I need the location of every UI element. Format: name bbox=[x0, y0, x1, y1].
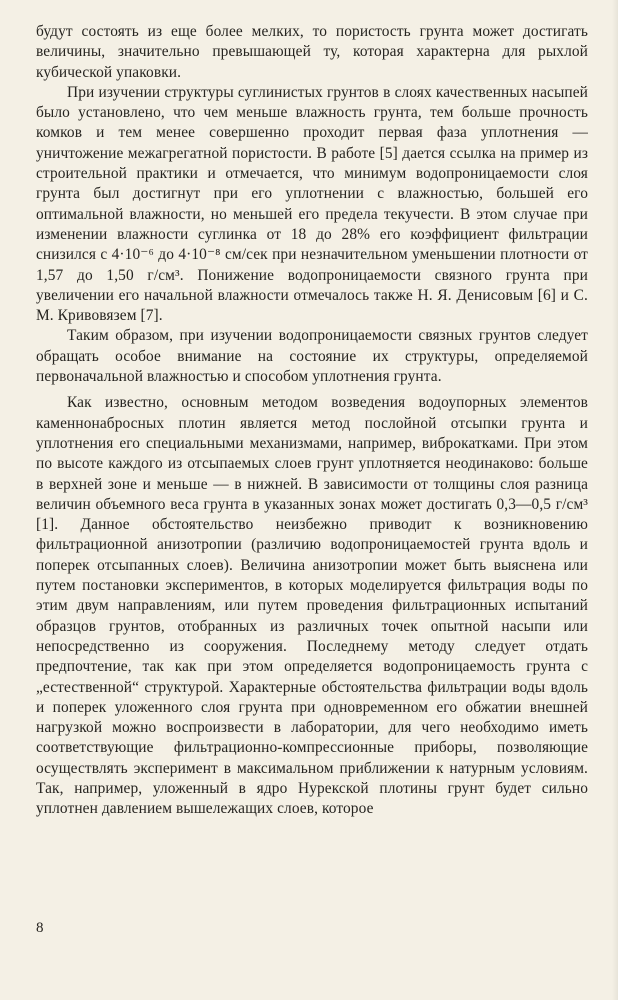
paragraph-structure-study: При изучении структуры суглинистых грунтов в слоях качественных насыпей было установлено, что чем меньше влажность грунта, тем больше прочность комков и тем менее совершенно проходит первая фаза уплотнения — уничтожение межагрегатной пористости. В работе [5] дается ссылка на пример из строительной практики и отмечается, что минимум водопроницаемости слоя грунта был достигнут при его уплотнении с влажностью, большей его оптимальной влажности, но меньшей его предела текучести. В этом случае при изменении влажности суглинка от 18 до 28% его коэффициент фильтрации снизился с 4·10⁻⁶ до 4·10⁻⁸ см/сек при незначительном уменьшении плотности от 1,57 до 1,50 г/см³. Понижение водопроницаемости связного грунта при увеличении его начальной влажности отмечалось также Н. Я. Денисовым [6] и С. М. Кривовязем [7]. bbox=[36, 83, 588, 325]
paragraph-continuation: будут состоять из еще более мелких, то пористость грунта может достигать величины, значительно превышающей ту, которая характерна для рыхлой кубической упаковки. bbox=[36, 23, 588, 81]
page-number: 8 bbox=[36, 920, 44, 936]
page-edge-shadow bbox=[612, 0, 618, 1000]
paragraph-construction-method: Как известно, основным методом возведения водоупорных элементов каменнонабросных плотин является метод послойной отсыпки грунта и уплотнения его специальными механизмами, например, виброкатками. При этом по высоте каждого из отсыпаемых слоев грунт уплотняется неодинаково: больше в верхней зоне и меньше — в нижней. В зависимости от толщины слоя разница величин объемного веса грунта в указанных зонах может достигать 0,3—0,5 г/см³ [1]. Данное обстоятельство неизбежно приводит к возникновению фильтрационной анизотропии (различию водопроницаемостей грунта вдоль и поперек отсыпанных слоев). Величина анизотропии может быть выяснена или путем постановки экспериментов, в которых моделируется фильтрация воды по этим двум направлениям, или путем проведения фильтрационных испытаний образцов грунтов, отобранных из различных точек опытной насыпи или непосредственно из сооружения. Последнему методу следует отдать предпочтение, так как при этом определяется водопроницаемость грунта с „естественной“ структурой. Характерные обстоятельства фильтрации воды вдоль и поперек уложенного слоя грунта при одновременном его обжатии внешней нагрузкой можно воспроизвести в лаборатории, для чего необходимо иметь соответствующие фильтрационно-компрессионные приборы, позволяющие осуществлять эксперимент в максимальном приближении к натурным условиям. Так, например, уложенный в ядро Нурекской плотины грунт будет сильно уплотнен давлением вышележащих слоев, которое bbox=[36, 394, 588, 818]
paragraph-conclusion: Таким образом, при изучении водопроницаемости связных грунтов следует обращать особое внимание на состояние их структуры, определяемой первоначальной влажностью и способом уплотнения грунта. bbox=[36, 327, 588, 386]
